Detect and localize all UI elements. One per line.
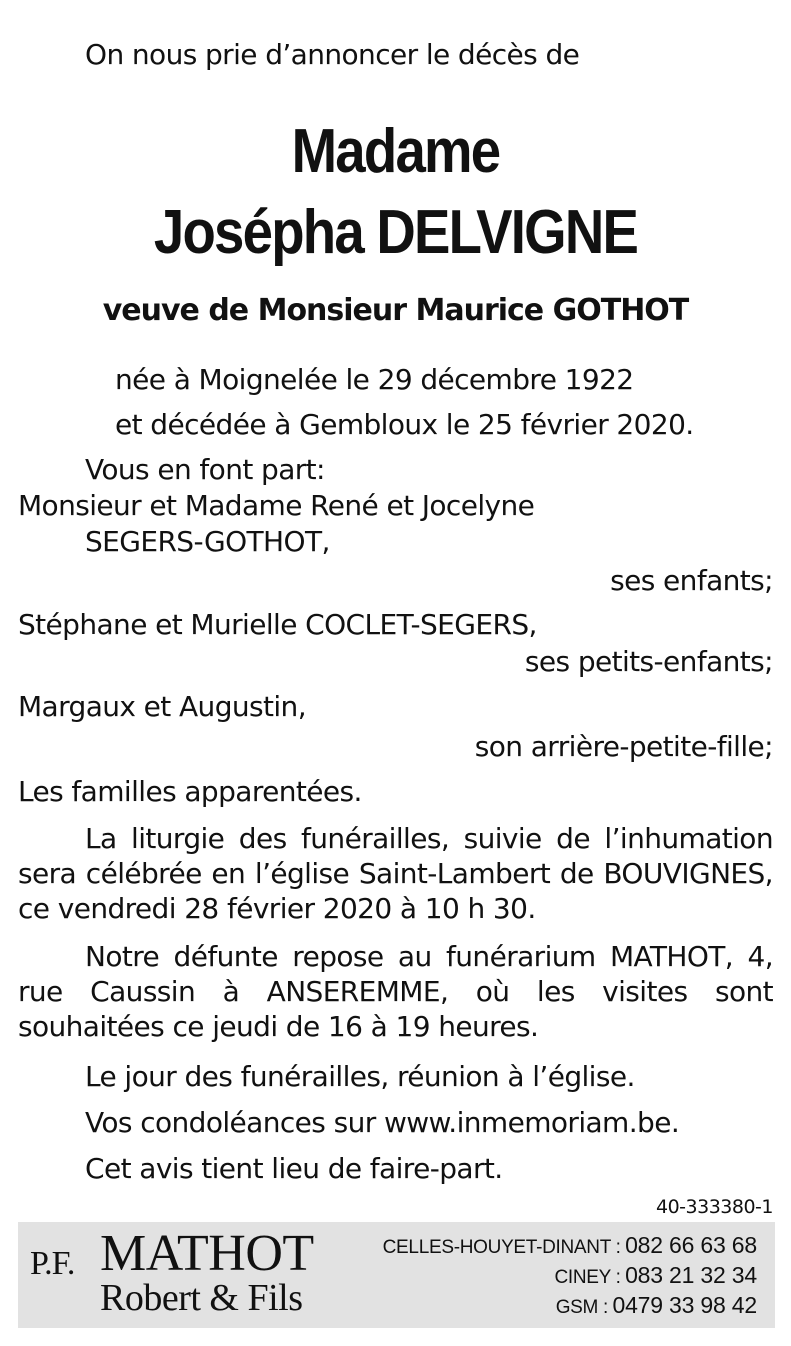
contact-number: 083 21 32 34 (625, 1262, 757, 1288)
family-greatgrandchildren-relation: son arrière-petite-fille; (474, 730, 773, 763)
repose-text: Notre défunte repose au funérarium MATHOT, 4, rue Caussin à ANSEREMME, où les visites sont souhaitées ce jeudi de 16 à 19 heures. (18, 940, 773, 1043)
birth-line: née à Moignelée le 29 décembre 1922 (115, 363, 634, 396)
contact-number: 082 66 63 68 (625, 1232, 757, 1258)
reference-number: 40-333380-1 (655, 1196, 773, 1218)
widow-of: veuve de Monsieur Maurice GOTHOT (102, 293, 689, 328)
liturgy-paragraph (18, 821, 773, 926)
contact-number: 0479 33 98 42 (612, 1292, 757, 1318)
contact-list (383, 1230, 757, 1320)
notice-note: Cet avis tient lieu de faire-part. (85, 1152, 503, 1185)
funeral-home-banner (18, 1222, 775, 1328)
meeting-line: Le jour des funérailles, réunion à l’église. (85, 1060, 635, 1093)
liturgy-text: La liturgie des funérailles, suivie de l’inhumation sera célébrée en l’église Saint-Lambert de BOUVIGNES, ce vendredi 28 février 2020 à 10 h 30. (18, 822, 773, 925)
contact-row (383, 1260, 757, 1290)
contact-label: CELLES-HOUYET-DINANT : (382, 1237, 621, 1258)
title-line-madame: Madame (291, 117, 500, 186)
contact-row (383, 1230, 757, 1260)
company-subtitle: Robert & Fils (100, 1277, 303, 1319)
contact-label: GSM : (555, 1297, 609, 1318)
title-line-name: Josépha DELVIGNE (153, 198, 638, 267)
family-children-line2: SEGERS-GOTHOT, (85, 525, 330, 558)
family-children-relation: ses enfants; (610, 564, 773, 597)
condolences-line: Vos condoléances sur www.inmemoriam.be. (85, 1106, 680, 1139)
death-line: et décédée à Gembloux le 25 février 2020. (115, 408, 694, 441)
company-name: MATHOT (100, 1225, 314, 1282)
contact-label: CINEY : (554, 1267, 621, 1288)
family-greatgrandchildren: Margaux et Augustin, (18, 690, 307, 723)
repose-paragraph (18, 939, 773, 1044)
announce-by: Vous en font part: (85, 453, 325, 486)
family-grandchildren-relation: ses petits-enfants; (524, 645, 773, 678)
relatives: Les familles apparentées. (18, 775, 362, 808)
family-children-line1: Monsieur et Madame René et Jocelyne (18, 489, 535, 522)
intro-text: On nous prie d’annoncer le décès de (85, 38, 580, 71)
family-grandchildren: Stéphane et Murielle COCLET-SEGERS, (18, 608, 537, 641)
pf-label: P.F. (30, 1245, 75, 1282)
contact-row (383, 1290, 757, 1320)
